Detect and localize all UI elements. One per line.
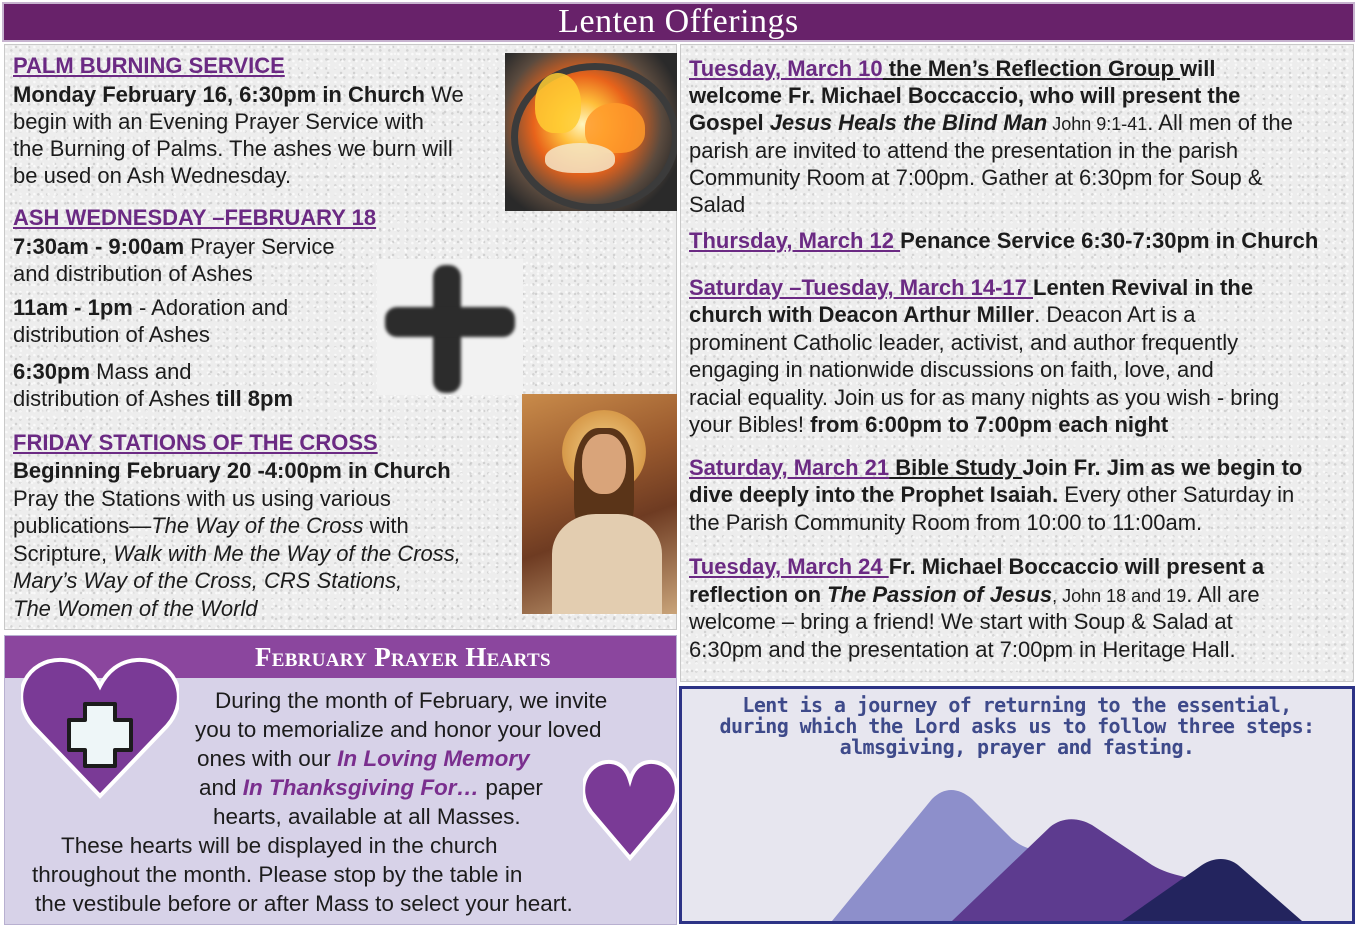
event-5-scripture: , John 18 and 19	[1052, 586, 1187, 606]
event-3-line-1-rest: Lenten Revival in the	[1033, 275, 1254, 300]
event-5-line-1	[689, 553, 1264, 580]
hearts-line-3-a: ones with our	[197, 746, 338, 771]
stations-line-1	[13, 457, 451, 484]
ash-time-1-bold: 7:30am - 9:00am	[13, 234, 185, 259]
stations-date: Beginning February 20 -4:00pm in Church	[13, 458, 451, 483]
stations-line-3	[13, 512, 409, 539]
event-3-line-5: racial equality. Join us for as many nights as you wish - bring	[689, 385, 1280, 410]
event-5-passion-title: The Passion of Jesus	[827, 582, 1053, 607]
event-5-line-3: welcome – bring a friend! We start with Soup & Salad at	[689, 609, 1233, 634]
event-3-line-4: engaging in nationwide discussions on faith, love, and	[689, 357, 1214, 382]
ash-time-3-line-2	[13, 385, 293, 412]
palm-fire-image	[505, 53, 677, 211]
palm-line-4: be used on Ash Wednesday.	[13, 163, 292, 188]
event-3-line-2	[689, 301, 1196, 328]
lent-quote-line-3: almsgiving, prayer and fasting.	[839, 735, 1195, 759]
event-4-line-2-bold: dive deeply into the Prophet Isaiah.	[689, 482, 1059, 507]
event-2-date: Thursday, March 12	[689, 228, 901, 253]
event-4-line-3: the Parish Community Room from 10:00 to 11:00am.	[689, 510, 1203, 535]
event-1-title: the Men’s Reflection Group	[882, 56, 1181, 81]
event-5-line-2-bold: reflection on	[689, 582, 828, 607]
lent-quote-box	[679, 686, 1355, 924]
event-5-line-1-rest: Fr. Michael Boccaccio will present a	[888, 554, 1265, 579]
hearts-in-thanksgiving: In Thanksgiving For…	[242, 775, 480, 800]
event-1-date: Tuesday, March 10	[689, 56, 883, 81]
stations-line-5-italic: Mary’s Way of the Cross, CRS Stations,	[13, 568, 403, 593]
event-1-line-1	[689, 55, 1216, 82]
stations-line-4-a: Scripture,	[13, 541, 114, 566]
palm-date: Monday February 16, 6:30pm in Church	[13, 82, 425, 107]
lent-quote-line-2: during which the Lord asks us to follow three steps:	[719, 714, 1315, 738]
event-3-line-2-rest: . Deacon Art is a	[1034, 302, 1196, 327]
hearts-line-5: hearts, available at all Masses.	[213, 804, 521, 829]
palm-line-2: begin with an Evening Prayer Service with	[13, 109, 424, 134]
event-1-line-5: Community Room at 7:00pm. Gather at 6:30pm for Soup &	[689, 165, 1263, 190]
stations-line-4-italic: Walk with Me the Way of the Cross,	[113, 541, 461, 566]
event-4-line-2-rest: Every other Saturday in	[1058, 482, 1295, 507]
event-4-title: Bible Study	[889, 455, 1023, 480]
banner	[2, 2, 1355, 42]
hearts-line-8: the vestibule before or after Mass to select your heart.	[35, 891, 573, 916]
event-3-line-3: prominent Catholic leader, activist, and author frequently	[689, 330, 1239, 355]
event-4-date: Saturday, March 21	[689, 455, 890, 480]
prayer-hearts-panel	[4, 635, 677, 925]
ash-time-1	[13, 233, 335, 260]
event-1-gospel-title: Jesus Heals the Blind Man	[769, 110, 1048, 135]
palm-heading: PALM BURNING SERVICE	[13, 53, 285, 78]
ash-time-3-line-2-text: distribution of Ashes	[13, 386, 217, 411]
event-3-date: Saturday –Tuesday, March 14-17	[689, 275, 1033, 300]
event-1-line-1-rest: will	[1180, 56, 1216, 81]
stations-line-4	[13, 540, 461, 567]
hearts-line-2: you to memorialize and honor your loved	[195, 717, 602, 742]
mountains-illustration	[682, 769, 1352, 921]
ash-time-2	[13, 294, 288, 321]
event-3-line-2-bold: church with Deacon Arthur Miller	[689, 302, 1035, 327]
ash-time-1-text: Prayer Service	[184, 234, 335, 259]
palm-line-3: the Burning of Palms. The ashes we burn will	[13, 136, 453, 161]
palm-line-1	[13, 81, 464, 108]
event-3-line-6-a: your Bibles!	[689, 412, 811, 437]
hearts-line-6: These hearts will be displayed in the church	[61, 833, 498, 858]
ash-time-3-text: Mass and	[90, 359, 192, 384]
event-3-line-6	[689, 411, 1168, 438]
ash-time-2-text: - Adoration and	[132, 295, 289, 320]
stations-line-2: Pray the Stations with us using various	[13, 486, 391, 511]
event-1-line-3	[689, 109, 1293, 138]
hearts-line-4-a: and	[199, 775, 243, 800]
ash-heading: ASH WEDNESDAY –FEBRUARY 18	[13, 205, 377, 230]
event-3-line-1	[689, 274, 1253, 301]
event-1-line-2	[689, 82, 1240, 109]
event-1-line-3-bold: Gospel	[689, 110, 770, 135]
event-1-line-6: Salad	[689, 192, 746, 217]
lent-quote-line-1: Lent is a journey of returning to the essential,	[742, 693, 1292, 717]
event-2-line-1	[689, 227, 1318, 254]
stations-line-3-b: with	[363, 513, 409, 538]
event-1-line-3-rest: . All men of the	[1147, 110, 1293, 135]
ash-time-1-line-2: and distribution of Ashes	[13, 261, 253, 286]
hearts-in-loving-memory: In Loving Memory	[337, 746, 530, 771]
ash-time-3-line-2-bold: till 8pm	[216, 386, 294, 411]
ash-cross-image	[377, 259, 523, 395]
event-5-line-2	[689, 581, 1260, 610]
event-1-line-4: parish are invited to attend the presentation in the parish	[689, 138, 1239, 163]
ash-time-3	[13, 358, 192, 385]
banner-title: Lenten Offerings	[558, 3, 799, 40]
ash-time-3-bold: 6:30pm	[13, 359, 91, 384]
hearts-line-7: throughout the month. Please stop by the table in	[32, 862, 523, 887]
stations-line-6-italic: The Women of the World	[13, 596, 258, 621]
ash-time-2-bold: 11am - 1pm	[13, 295, 133, 320]
event-5-line-2-rest: . All are	[1186, 582, 1260, 607]
stations-line-6	[13, 595, 258, 622]
right-panel	[680, 44, 1354, 682]
heart-icon	[583, 758, 677, 862]
palm-text: We	[424, 82, 464, 107]
event-1-line-2-bold: welcome Fr. Michael Boccaccio, who will present the	[689, 83, 1241, 108]
left-panel	[4, 44, 677, 630]
stations-line-3-a: publications—	[13, 513, 152, 538]
hearts-line-4-b: paper	[479, 775, 543, 800]
stations-line-5	[13, 567, 402, 594]
stations-heading: FRIDAY STATIONS OF THE CROSS	[13, 430, 378, 455]
event-4-line-2	[689, 481, 1294, 508]
event-1-scripture: John 9:1-41	[1047, 114, 1148, 134]
heart-with-cross-icon	[21, 654, 179, 802]
hearts-line-4	[199, 773, 543, 802]
lent-quote	[682, 695, 1352, 758]
event-2-text: Penance Service 6:30-7:30pm in Church	[900, 228, 1319, 253]
event-3-line-6-bold: from 6:00pm to 7:00pm each night	[810, 412, 1169, 437]
stations-line-3-italic: The Way of the Cross	[151, 513, 364, 538]
prayer-hearts-title: February Prayer Hearts	[255, 642, 551, 672]
event-4-line-1-rest: Join Fr. Jim as we begin to	[1022, 455, 1303, 480]
jesus-mosaic-image	[522, 394, 677, 614]
event-5-date: Tuesday, March 24	[689, 554, 889, 579]
hearts-line-3	[197, 744, 530, 773]
event-4-line-1	[689, 454, 1302, 481]
event-5-line-4: 6:30pm and the presentation at 7:00pm in Heritage Hall.	[689, 637, 1236, 662]
hearts-line-1: During the month of February, we invite	[215, 688, 608, 713]
ash-time-2-line-2: distribution of Ashes	[13, 322, 210, 347]
